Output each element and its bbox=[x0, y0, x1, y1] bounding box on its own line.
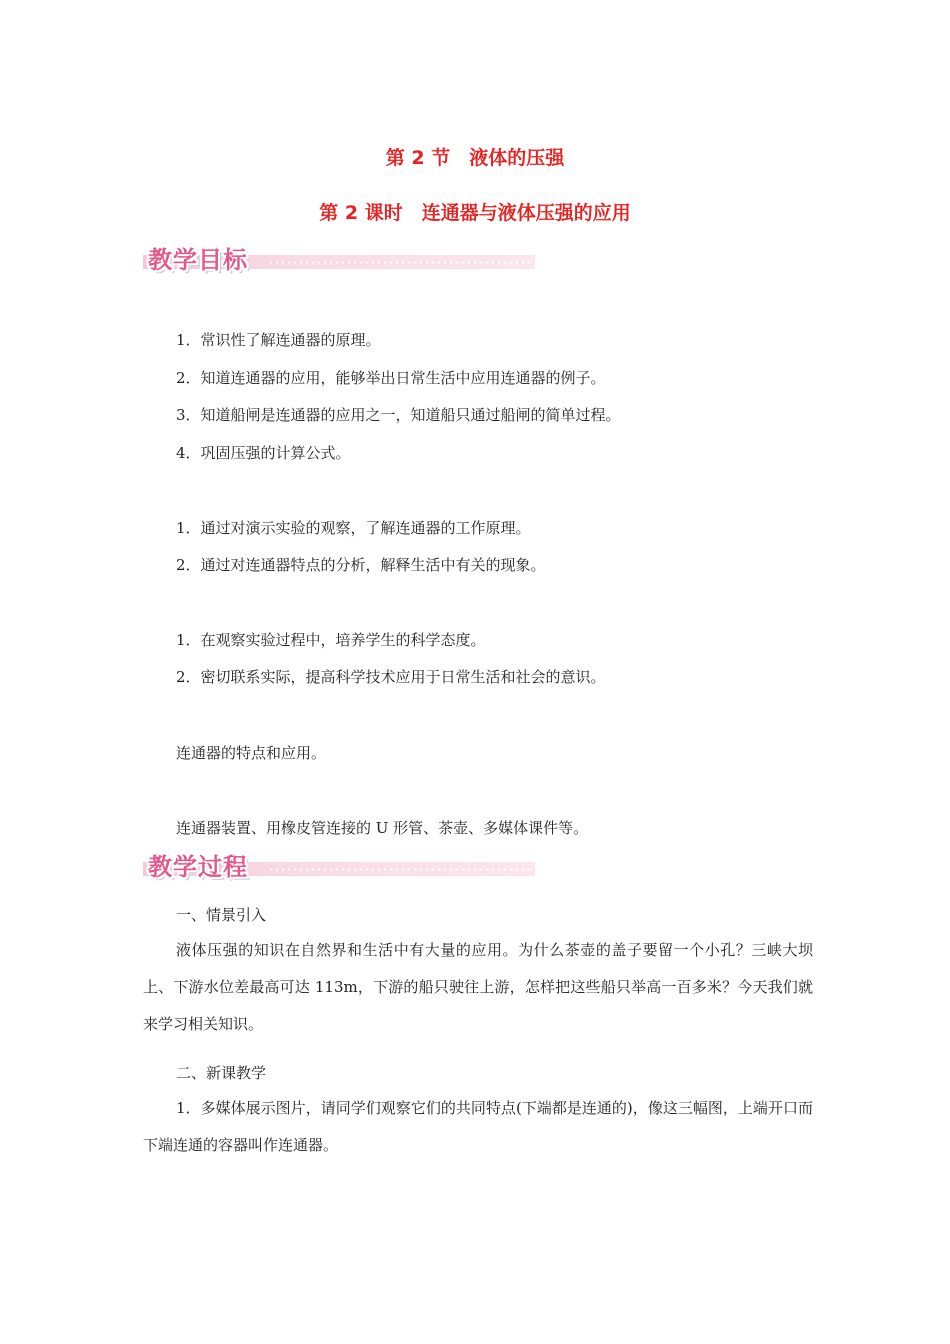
section-title: 第 2 节 液体的压强 bbox=[385, 147, 565, 169]
step2-heading: 二、新课教学 bbox=[176, 1064, 267, 1082]
attitude-goal-2: 2．密切联系实际，提高科学技术应用于日常生活和社会的意识。 bbox=[176, 668, 606, 686]
banner-dots bbox=[268, 868, 530, 871]
step1-heading: 一、情景引入 bbox=[176, 906, 267, 924]
knowledge-goal-3: 3．知道船闸是连通器的应用之一，知道船只通过船闸的简单过程。 bbox=[176, 406, 621, 424]
teaching-process-banner bbox=[143, 849, 535, 879]
step1-text: 液体压强的知识在自然界和生活中有大量的应用。为什么茶壶的盖子要留一个小孔？三峡大坝上、下游水位差最高可达 113m，下游的船只驶往上游，怎样把这些船只举高一百多米？今天我们就来学习相关知识。 bbox=[143, 941, 813, 1033]
banner-label: 教学过程 bbox=[148, 853, 248, 881]
key-point: 连通器的特点和应用。 bbox=[176, 744, 327, 762]
banner-dots bbox=[268, 261, 530, 264]
step2-text: 1．多媒体展示图片，请同学们观察它们的共同特点(下端都是连通的)，像这三幅图，上端开口而下端连通的容器叫作连通器。 bbox=[143, 1099, 813, 1154]
method-goal-1: 1．通过对演示实验的观察，了解连通器的工作原理。 bbox=[176, 519, 531, 537]
knowledge-goal-2: 2．知道连通器的应用，能够举出日常生活中应用连通器的例子。 bbox=[176, 369, 606, 387]
banner-label: 教学目标 bbox=[148, 246, 248, 274]
attitude-goal-1: 1．在观察实验过程中，培养学生的科学态度。 bbox=[176, 631, 486, 649]
method-goal-2: 2．通过对连通器特点的分析，解释生活中有关的现象。 bbox=[176, 556, 546, 574]
lesson-title: 第 2 课时 连通器与液体压强的应用 bbox=[319, 202, 631, 224]
knowledge-goal-4: 4．巩固压强的计算公式。 bbox=[176, 444, 351, 462]
teaching-goals-banner bbox=[143, 242, 535, 272]
materials: 连通器装置、用橡皮管连接的 U 形管、茶壶、多媒体课件等。 bbox=[176, 819, 589, 837]
knowledge-goal-1: 1．常识性了解连通器的原理。 bbox=[176, 331, 381, 349]
